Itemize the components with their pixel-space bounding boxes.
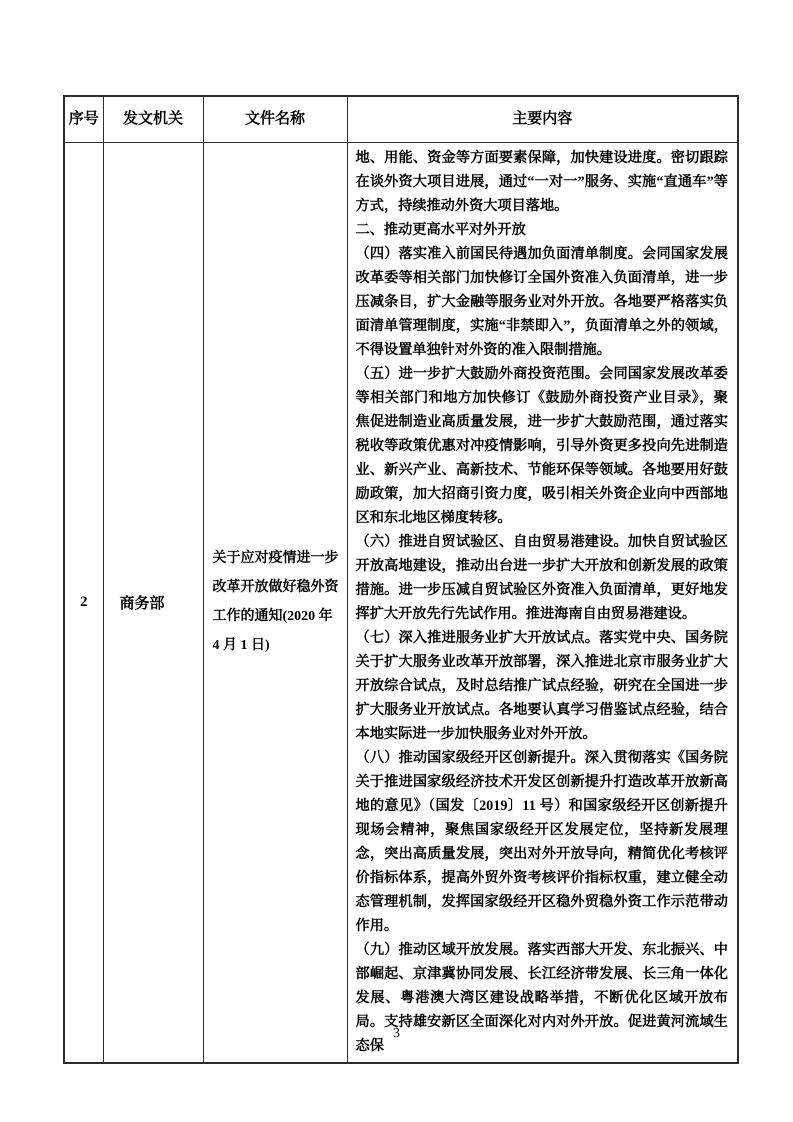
document-table xyxy=(63,95,739,1064)
content-paragraph: （九）推动区域开放发展。落实西部大开发、东北振兴、中部崛起、京津冀协同发展、长江经济带发展、长三角一体化发展、粤港澳大湾区建设战略举措，不断优化区域开放布局。支持雄安新区全面深化对内对外开放。促进黄河流域生态保 xyxy=(355,941,728,1054)
document-title-cell: 关于应对疫情进一步改革开放做好稳外资工作的通知(2020 年 4 月 1 日) xyxy=(203,142,347,1063)
serial-number-cell: 2 xyxy=(64,142,103,1063)
content-paragraph: （七）深入推进服务业扩大开放试点。落实党中央、国务院关于扩大服务业改革开放部署，深入推进北京市服务业扩大开放综合试点，及时总结推广试点经验，研究在全国进一步扩大服务业开放试点。各地要认真学习借鉴试点经验，结合本地实际进一步加快服务业对外开放。 xyxy=(355,629,728,742)
header-serial-number: 序号 xyxy=(64,96,103,142)
content-paragraph: （四）落实准入前国民待遇加负面清单制度。会同国家发展改革委等相关部门加快修订全国外资准入负面清单，进一步压减条目，扩大金融等服务业对外开放。各地要严格落实负面清单管理制度，实施“非禁即入”，负面清单之外的领域，不得设置单独针对外资的准入限制措施。 xyxy=(355,245,728,358)
header-issuing-agency: 发文机关 xyxy=(103,96,203,142)
header-document-title: 文件名称 xyxy=(203,96,347,142)
content-paragraph: （八）推动国家级经开区创新提升。深入贯彻落实《国务院关于推进国家级经济技术开发区创新提升打造改革开放新高地的意见》（国发〔2019〕11 号）和国家级经开区创新提升现场会精神，聚焦国家级经开区发展定位，坚持新发展理念，突出高质量发展，突出对外开放导向，精简优化考核评价指标体系，提高外贸外资考核评价指标权重，建立健全动态管理机制，发挥国家级经开区稳外贸稳外资工作示范带动作用。 xyxy=(355,749,728,934)
content-paragraph: （五）进一步扩大鼓励外商投资范围。会同国家发展改革委等相关部门和地方加快修订《鼓励外商投资产业目录》，聚焦促进制造业高质量发展，进一步扩大鼓励范围，通过落实税收等政策优惠对冲疫情影响，引导外资更多投向先进制造业、新兴产业、高新技术、节能环保等领域。各地要用好鼓励政策，加大招商引资力度，吸引相关外资企业向中西部地区和东北地区梯度转移。 xyxy=(355,365,728,526)
table-row xyxy=(64,142,738,1063)
content-paragraph: 地、用能、资金等方面要素保障，加快建设进度。密切跟踪在谈外资大项目进展，通过“一对一”服务、实施“直通车”等方式，持续推动外资大项目落地。 xyxy=(355,149,728,214)
issuing-agency-cell: 商务部 xyxy=(103,142,203,1063)
main-content-cell xyxy=(347,142,738,1063)
header-main-content: 主要内容 xyxy=(347,96,738,142)
content-paragraph: （六）推进自贸试验区、自由贸易港建设。加快自贸试验区开放高地建设，推动出台进一步扩大开放和创新发展的政策措施。进一步压减自贸试验区外资准入负面清单，更好地发挥扩大开放先行先试作用。推进海南自由贸易港建设。 xyxy=(355,533,728,622)
page-number: 3 xyxy=(393,1026,400,1041)
table-header-row xyxy=(64,96,738,142)
content-paragraph: 二、推动更高水平对外开放 xyxy=(355,221,526,238)
